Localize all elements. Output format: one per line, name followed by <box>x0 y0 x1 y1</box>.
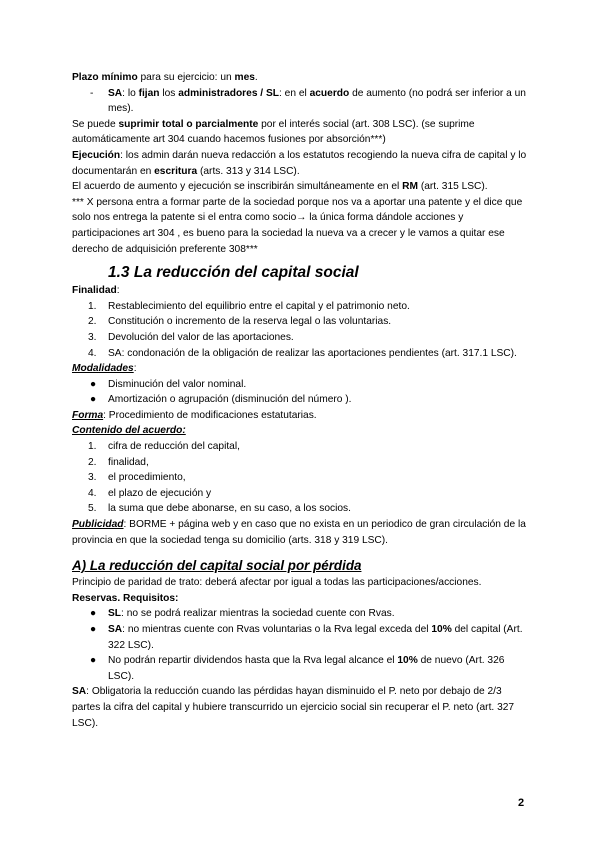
plazo-text: para su ejercicio: un <box>137 72 235 83</box>
req-sl-text: : no se podrá realizar mientras la sociedad cuente con Rvas. <box>121 608 395 620</box>
modalidades-list <box>72 377 532 408</box>
list-item-text: SA: condonación de la obligación de realizar las aportaciones pendientes (art. 317.1 LSC). <box>108 347 517 359</box>
paridad-paragraph: Principio de paridad de trato: deberá afectar por igual a todas las participaciones/acciones. <box>72 577 482 589</box>
subsection-title: A) La reducción del capital social por pérdida <box>72 558 362 574</box>
list-item <box>72 377 532 393</box>
bullet-icon: ● <box>90 608 97 620</box>
contenido-label: Contenido del acuerdo: <box>72 425 186 437</box>
list-item-text: Constitución o incremento de la reserva legal o las voluntarias. <box>108 316 392 328</box>
list-number: 3. <box>88 472 97 484</box>
sa-text-2: los <box>159 87 179 99</box>
sa-fijan: fijan <box>138 87 160 99</box>
list-number: 4. <box>88 347 97 359</box>
forma-label: Forma <box>72 409 104 421</box>
list-item-text: la suma que debe abonarse, en su caso, a los socios. <box>108 503 351 515</box>
publicidad-paragraph <box>72 517 532 548</box>
ejecucion-text-2: (arts. 313 y 314 LSC). <box>197 165 300 177</box>
sa-label: SA <box>108 87 123 99</box>
req-sa-text-1: : no mientras cuente con Rvas voluntarias o la Rva legal exceda del <box>122 624 432 635</box>
list-item-text: el plazo de ejecución y <box>108 487 212 499</box>
list-item-text: Disminución del valor nominal. <box>108 378 247 390</box>
list-item <box>72 392 532 408</box>
sa-acuerdo: acuerdo <box>309 87 350 99</box>
contenido-heading <box>72 423 532 439</box>
ejecucion-escritura: escritura <box>154 165 198 177</box>
plazo-mes: mes <box>234 72 255 83</box>
finalidad-label: Finalidad <box>72 285 117 297</box>
reservas-heading <box>72 591 532 607</box>
sa-final-text: : Obligatoria la reducción cuando las pérdidas hayan disminuido el P. neto por debajo de 2/3 partes la cifra del capital y hubiere transcurrido un ejercicio social sin recuperar el P. neto (art. 327 LSC). <box>72 686 515 729</box>
requisitos-list <box>72 606 532 684</box>
page-number: 2 <box>518 797 525 809</box>
list-number: 3. <box>88 331 97 343</box>
list-item <box>72 314 532 330</box>
list-number: 1. <box>88 441 97 453</box>
list-item <box>72 86 532 117</box>
suprimir-paragraph <box>72 117 532 148</box>
list-number: 5. <box>88 503 97 515</box>
suprimir-text-1: Se puede <box>72 118 119 130</box>
acuerdo-rm: RM <box>402 181 418 193</box>
ejecucion-text-1: : los admin darán nueva redacción a los estatutos recogiendo la nueva cifra de capital y lo documentarán en <box>72 149 527 177</box>
bullet-icon: ● <box>90 394 97 406</box>
list-item-text: Restablecimiento del equilibrio entre el capital y el patrimonio neto. <box>108 300 410 312</box>
sa-text-4: de aumento (no podrá ser inferior a un mes). <box>108 87 526 115</box>
section-title: 1.3 La reducción del capital social <box>108 264 359 282</box>
sa-final-paragraph <box>72 684 532 731</box>
bullet-icon: ● <box>90 655 97 667</box>
list-item <box>72 330 532 346</box>
list-number: 4. <box>88 487 97 499</box>
bullet-icon: ● <box>90 624 97 635</box>
list-item-text: el procedimiento, <box>108 472 186 484</box>
req-3-text-1: No podrán repartir dividendos hasta que la Rva legal alcance el <box>108 655 398 667</box>
list-item <box>72 346 532 362</box>
finalidad-colon: : <box>116 285 120 297</box>
bullet-icon: ● <box>90 378 97 390</box>
publicidad-label: Publicidad <box>72 519 124 531</box>
acuerdo-paragraph <box>72 179 532 195</box>
sa-text-3: : en el <box>279 87 310 99</box>
contenido-list <box>72 439 532 517</box>
list-item <box>72 299 532 315</box>
req-sa-label: SA <box>108 624 123 635</box>
finalidad-heading <box>72 283 532 299</box>
acuerdo-text-2: (art. 315 LSC). <box>418 181 488 193</box>
suprimir-text-2: por el interés social (art. 308 LSC). (se suprime automáticamente art 304 cuando hacemos fusiones por absorción***) <box>72 118 475 146</box>
list-item <box>72 622 532 653</box>
list-item <box>72 470 532 486</box>
reservas-label: Reservas. Requisitos: <box>72 592 179 604</box>
note-paragraph: *** X persona entra a formar parte de la sociedad porque nos va a aportar una patente y el dice que solo nos entrega la patente si el entra como socio→ la única forma dándole acciones y participaciones art 304 , es bueno para la sociedad la nueva va a crecer y le vamos a quitar ese derecho de adquisición preferente 308*** <box>72 196 523 255</box>
req-3-text-2: de nuevo (Art. 326 LSC). <box>108 655 505 682</box>
ejecucion-label: Ejecución <box>72 149 121 161</box>
list-item-text: Devolución del valor de las aportaciones. <box>108 331 294 343</box>
list-number: 2. <box>88 316 97 328</box>
list-item <box>72 606 532 622</box>
publicidad-text: : BORME + página web y en caso que no exista en un periodico de gran circulación de la provincia en que la sociedad tenga su domicilio (arts. 318 y 319 LSC). <box>72 519 526 546</box>
ejecucion-paragraph <box>72 148 532 179</box>
sa-final-label: SA <box>72 686 87 698</box>
list-item-text: finalidad, <box>108 456 149 468</box>
list-number: 1. <box>88 300 97 312</box>
list-item <box>72 653 532 684</box>
req-sa-pct: 10% <box>431 624 452 635</box>
list-item <box>72 439 532 455</box>
list-item-text: Amortización o agrupación (disminución del número ). <box>108 394 352 406</box>
list-item-text: cifra de reducción del capital, <box>108 441 240 453</box>
req-3-pct: 10% <box>397 655 418 667</box>
list-number: 2. <box>88 456 97 468</box>
plazo-dot: . <box>254 72 258 83</box>
modalidades-label: Modalidades <box>72 363 134 375</box>
suprimir-bold: suprimir total o parcialmente <box>118 118 259 130</box>
list-item <box>72 486 532 502</box>
sa-text-1: : lo <box>122 87 139 99</box>
plazo-paragraph <box>72 70 532 86</box>
forma-text: : Procedimiento de modificaciones estatutarias. <box>103 409 317 421</box>
req-sa-text-2: del capital (Art. 322 LSC). <box>108 624 523 651</box>
modalidades-colon: : <box>133 363 137 375</box>
modalidades-heading <box>72 361 532 377</box>
document-page <box>72 70 532 731</box>
list-item <box>72 455 532 471</box>
plazo-dash-list <box>72 86 532 117</box>
plazo-label: Plazo mínimo <box>72 72 138 83</box>
acuerdo-text-1: El acuerdo de aumento y ejecución se inscribirán simultáneamente en el <box>72 181 403 193</box>
list-item <box>72 501 532 517</box>
sa-admin: administradores / SL <box>178 87 279 99</box>
forma-paragraph <box>72 408 532 424</box>
req-sl-label: SL <box>108 608 122 620</box>
finalidad-list <box>72 299 532 361</box>
